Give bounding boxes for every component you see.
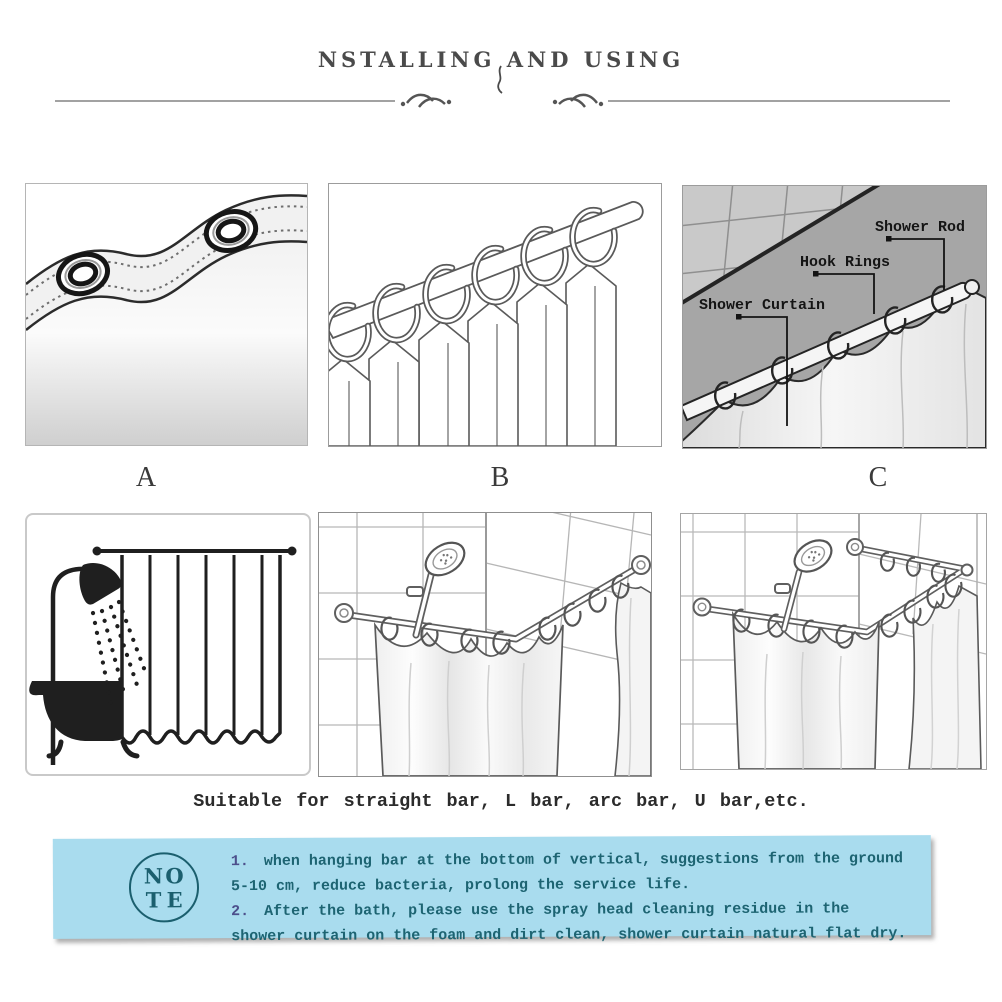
divider-center-curl xyxy=(492,64,508,96)
panel-f-u-bar-scene xyxy=(680,513,987,770)
note-badge-icon xyxy=(129,852,199,922)
handheld-shower xyxy=(775,534,837,629)
panel-c-labeled-parts xyxy=(682,185,987,449)
shower-curtain-label: Shower Curtain xyxy=(699,297,826,314)
curtain-panels xyxy=(329,264,616,446)
handheld-shower xyxy=(407,536,470,635)
note-item-2-line-2: shower curtain on the foam and dirt clean, shower curtain natural flat dry. xyxy=(231,925,907,946)
main-curtain xyxy=(375,625,563,776)
note-item-2 xyxy=(231,896,926,949)
shower-rod-label: Shower Rod xyxy=(875,219,966,236)
panel-c-label: C xyxy=(868,462,888,493)
panel-b-hooks-on-rod xyxy=(328,183,662,447)
page-title: NSTALLING AND USING xyxy=(317,47,685,72)
rod-end-left xyxy=(93,547,102,556)
right-curtain xyxy=(615,583,651,776)
divider-line-left xyxy=(55,100,395,102)
shower-head xyxy=(420,536,470,582)
note-text xyxy=(231,846,926,949)
note-item-2-number: 2. xyxy=(231,903,250,921)
panel-a-grommet-detail xyxy=(25,183,308,446)
rod-end-right xyxy=(288,547,297,556)
hook-rings-label: Hook Rings xyxy=(800,254,891,271)
badge-letter-e: E xyxy=(166,886,183,912)
divider-swirl-right xyxy=(540,88,606,112)
suitable-bars-text: Suitable for straight bar, L bar, arc bar, U bar,etc. xyxy=(193,791,809,812)
l-shaped-rod xyxy=(349,568,637,639)
panel-b-label: B xyxy=(490,462,510,493)
badge-letter-n: N xyxy=(143,862,164,889)
note-item-1-line-1: when hanging bar at the bottom of vertical, suggestions from the ground xyxy=(263,850,904,870)
corner-ball-joint xyxy=(962,565,973,576)
note-item-1 xyxy=(231,846,926,899)
bathtub-shower-icon xyxy=(27,515,309,774)
divider-line-right xyxy=(608,100,950,102)
note-box xyxy=(53,835,931,946)
note-item-1-line-2: 5-10 cm, reduce bacteria, prolong the service life. xyxy=(230,876,691,896)
note-item-2-line-1: After the bath, please use the spray head cleaning residue in the xyxy=(264,900,850,920)
wall-bracket xyxy=(407,587,423,596)
divider-swirl-left xyxy=(398,88,464,112)
hook-rings-illustration xyxy=(329,184,661,446)
note-item-1-number: 1. xyxy=(230,853,249,871)
l-bar-shower-illustration xyxy=(319,513,651,776)
labeled-parts-illustration xyxy=(683,186,986,448)
panel-a-label: A xyxy=(135,462,157,493)
main-curtain xyxy=(733,614,879,769)
shower-head-icon xyxy=(79,563,121,605)
badge-letter-o: O xyxy=(165,862,184,888)
curtain-icon xyxy=(122,555,280,743)
u-shaped-rod xyxy=(708,549,965,632)
panel-e-l-bar-scene xyxy=(318,512,652,777)
panel-d-bathtub-scene xyxy=(25,513,311,776)
u-bar-shower-illustration xyxy=(681,514,986,769)
grommet-closeup-illustration xyxy=(26,184,307,445)
rod-end-ball xyxy=(965,280,979,294)
wall-bracket xyxy=(775,584,790,593)
badge-letter-t: T xyxy=(145,886,162,913)
